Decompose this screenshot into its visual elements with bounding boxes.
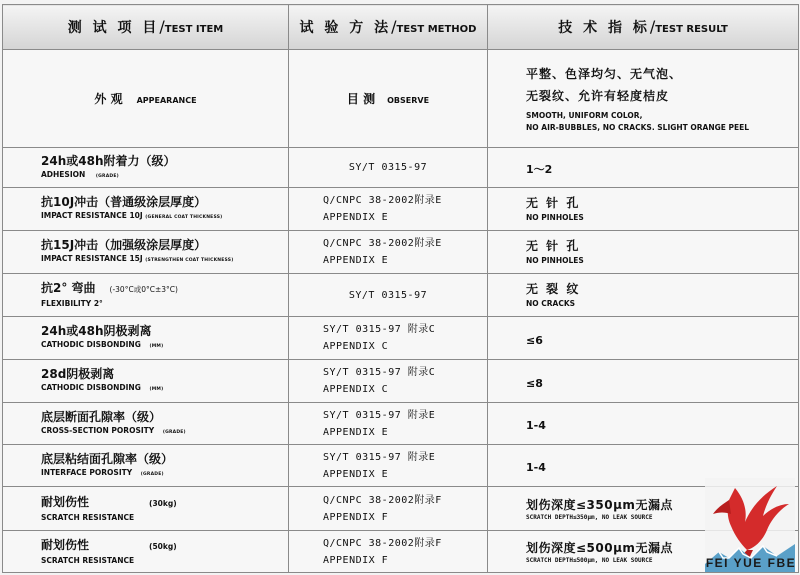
table-row bbox=[3, 188, 799, 231]
brand-name: FEI YUE FBE bbox=[705, 556, 797, 570]
item-cell: 28d阴极剥离 CATHODIC DISBONDING (MM) bbox=[3, 360, 289, 403]
method-cell: SY/T 0315-97 附录C APPENDIX C bbox=[289, 317, 488, 360]
result-cell: 无 裂 纹 NO CRACKS bbox=[488, 274, 799, 317]
table-header-row bbox=[3, 5, 799, 50]
table-row bbox=[3, 487, 799, 531]
item-cell: 底层粘结面孔隙率（级） INTERFACE POROSITY (GRADE) bbox=[3, 445, 289, 487]
item-cell: 24h或48h阴极剥离 CATHODIC DISBONDING (MM) bbox=[3, 317, 289, 360]
result-cell: 无 针 孔 NO PINHOLES bbox=[488, 231, 799, 274]
item-cell: 24h或48h附着力（级） ADHESION (GRADE) bbox=[3, 148, 289, 188]
item-cell: 耐划伤性 (50kg) SCRATCH RESISTANCE bbox=[3, 531, 289, 573]
header-test-result: 技 术 指 标/TEST RESULT bbox=[488, 5, 799, 50]
method-cell: SY/T 0315-97 附录C APPENDIX C bbox=[289, 360, 488, 403]
method-cell: SY/T 0315-97 附录E APPENDIX E bbox=[289, 403, 488, 445]
method-cell: SY/T 0315-97 bbox=[289, 274, 488, 317]
result-cell: ≤8 bbox=[488, 360, 799, 403]
result-cell: 划伤深度≤500μm无漏点 SCRATCH DEPTH≤500μm, NO LEAK SOURCE bbox=[488, 531, 799, 573]
item-cell: 耐划伤性 (30kg) SCRATCH RESISTANCE bbox=[3, 487, 289, 531]
item-cell: 抗10J冲击（普通级涂层厚度） IMPACT RESISTANCE 10J (GENERAL COAT THICKNESS) bbox=[3, 188, 289, 231]
result-cell: 1〜2 bbox=[488, 148, 799, 188]
table-row bbox=[3, 317, 799, 360]
header-test-method: 试 验 方 法/TEST METHOD bbox=[289, 5, 488, 50]
result-cell: ≤6 bbox=[488, 317, 799, 360]
item-cell: 外 观 APPEARANCE bbox=[3, 50, 289, 148]
test-spec-table bbox=[2, 4, 799, 573]
result-cell: 1-4 bbox=[488, 445, 799, 487]
method-cell: Q/CNPC 38-2002附录F APPENDIX F bbox=[289, 531, 488, 573]
result-cell: 平整、色泽均匀、无气泡、 无裂纹、允许有轻度桔皮 SMOOTH, UNIFORM COLOR, NO AIR-BUBBLES, NO CRACKS. SLIGHT ORANGE PEEL bbox=[488, 50, 799, 148]
method-cell: Q/CNPC 38-2002附录E APPENDIX E bbox=[289, 231, 488, 274]
table-row bbox=[3, 403, 799, 445]
result-cell: 划伤深度≤350μm无漏点 SCRATCH DEPTH≤350μm, NO LEAK SOURCE bbox=[488, 487, 799, 531]
table-row bbox=[3, 531, 799, 573]
item-cell: 抗2° 弯曲 (-30°C或0°C±3°C) FLEXIBILITY 2° bbox=[3, 274, 289, 317]
table-row bbox=[3, 148, 799, 188]
method-cell: Q/CNPC 38-2002附录F APPENDIX F bbox=[289, 487, 488, 531]
table-row bbox=[3, 274, 799, 317]
method-cell: Q/CNPC 38-2002附录E APPENDIX E bbox=[289, 188, 488, 231]
item-cell: 底层断面孔隙率（级） CROSS-SECTION POROSITY (GRADE) bbox=[3, 403, 289, 445]
table-row bbox=[3, 50, 799, 148]
method-cell: SY/T 0315-97 附录E APPENDIX E bbox=[289, 445, 488, 487]
table-row bbox=[3, 231, 799, 274]
item-cell: 抗15J冲击（加强级涂层厚度） IMPACT RESISTANCE 15J (STRENGTHEN COAT THICKNESS) bbox=[3, 231, 289, 274]
result-cell: 1-4 bbox=[488, 403, 799, 445]
table-row bbox=[3, 360, 799, 403]
method-cell: 目 测 OBSERVE bbox=[289, 50, 488, 148]
header-test-item: 测 试 项 目/TEST ITEM bbox=[3, 5, 289, 50]
table-row bbox=[3, 445, 799, 487]
method-cell: SY/T 0315-97 bbox=[289, 148, 488, 188]
result-cell: 无 针 孔 NO PINHOLES bbox=[488, 188, 799, 231]
